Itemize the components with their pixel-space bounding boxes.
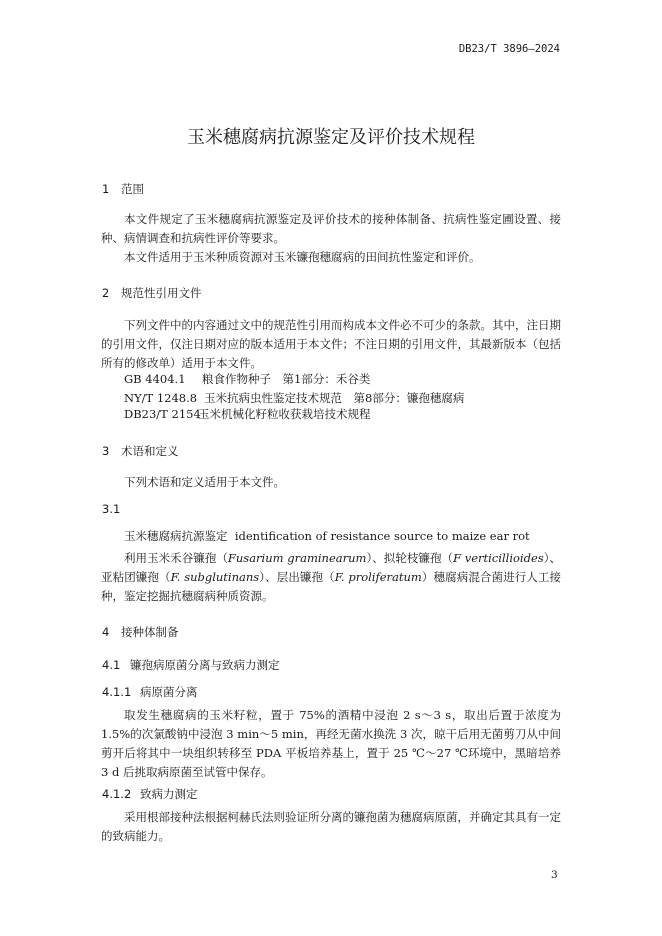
section-title: 规范性引用文件 bbox=[121, 286, 202, 300]
section-3-para-1: 下列术语和定义适用于本文件。 bbox=[124, 475, 285, 489]
definition-text: ）、拟轮枝镰孢（ bbox=[366, 551, 454, 565]
subsection-4-1-2-heading bbox=[102, 786, 198, 802]
subsection-4-1-2-para: 采用根部接种法根据柯赫氏法则验证所分离的镰孢菌为穗腐病原菌，并确定其具有一定的致病能力。 bbox=[101, 810, 561, 843]
section-title: 术语和定义 bbox=[121, 444, 179, 458]
section-number: 3 bbox=[102, 444, 110, 458]
subsection-4-1-heading bbox=[102, 657, 280, 673]
section-number: 4.1 bbox=[102, 658, 121, 672]
section-1-para-1: 本文件规定了玉米穗腐病抗源鉴定及评价技术的接种体制备、抗病性鉴定圃设置、接种、病情调查和抗病性评价等要求。 bbox=[101, 212, 561, 245]
species-name: F verticillioides bbox=[453, 551, 544, 565]
section-number: 4.1.1 bbox=[102, 685, 132, 699]
section-1-heading bbox=[102, 181, 144, 197]
document-title: 玉米穗腐病抗源鉴定及评价技术规程 bbox=[187, 127, 475, 148]
section-number: 4 bbox=[102, 625, 110, 639]
section-number: 2 bbox=[102, 286, 110, 300]
reference-code: NY/T 1248.8 bbox=[124, 391, 198, 405]
section-title: 范围 bbox=[121, 182, 144, 196]
reference-item bbox=[124, 390, 464, 406]
section-1-para-2: 本文件适用于玉米种质资源对玉米镰孢穗腐病的田间抗性鉴定和评价。 bbox=[124, 250, 481, 264]
section-2-para-1: 下列文件中的内容通过文中的规范性引用而构成本文件必不可少的条款。其中，注日期的引用文件，仅注日期对应的版本适用于本文件；不注日期的引用文件，其最新版本（包括所有的修改单）适用于本文件。 bbox=[101, 318, 561, 370]
subsection-4-1-1-heading bbox=[102, 684, 198, 700]
section-4-heading bbox=[102, 624, 179, 640]
definition-text: 利用玉米禾谷镰孢（ bbox=[124, 551, 228, 565]
page-number: 3 bbox=[551, 869, 558, 881]
reference-item bbox=[124, 406, 371, 422]
species-name: F. subglutinans bbox=[170, 570, 260, 584]
reference-code: DB23/T 2154 bbox=[124, 407, 201, 421]
definition-text: ）、亚粘团镰孢（ bbox=[101, 551, 562, 584]
section-title: 接种体制备 bbox=[121, 625, 179, 639]
definition-text: ）、层出镰孢（ bbox=[259, 570, 335, 584]
section-number: 1 bbox=[102, 182, 110, 196]
section-title: 致病力测定 bbox=[140, 787, 198, 801]
standard-number: DB23/T 3896—2024 bbox=[458, 43, 560, 55]
definition-text: ）穗腐病混合菌进行人工接种，鉴定挖掘抗穗腐病种质资源。 bbox=[101, 570, 562, 603]
subsection-4-1-1-para: 取发生穗腐病的玉米籽粒，置于 75%的酒精中浸泡 2 s～3 s，取出后置于浓度为 1.5%的次氯酸钠中浸泡 3 min～5 min，再经无菌水换洗 3 次，晾干后用无菌剪刀从中间剪开后将其中一块组织转移至 PDA 平板培养基上，置于 25 ℃～27 ℃环境中，黑暗培养 3 d 后挑取病原菌至试管中保存。 bbox=[101, 708, 561, 779]
reference-title: 玉米机械化籽粒收获栽培技术规程 bbox=[198, 407, 371, 421]
term-english: identification of resistance source to maize ear rot bbox=[234, 529, 530, 543]
section-2-heading bbox=[102, 285, 202, 301]
term-definition bbox=[101, 549, 561, 606]
species-name: Fusarium graminearum bbox=[227, 551, 367, 565]
reference-code: GB 4404.1 bbox=[124, 372, 186, 386]
species-name: F. proliferatum bbox=[334, 570, 422, 584]
section-title: 镰孢病原菌分离与致病力测定 bbox=[130, 658, 280, 672]
reference-title: 玉米抗病虫性鉴定技术规范 第8部分：镰孢穗腐病 bbox=[204, 391, 465, 405]
section-title: 病原菌分离 bbox=[140, 685, 198, 699]
reference-item bbox=[124, 371, 370, 387]
section-3-heading bbox=[102, 443, 179, 459]
term-number: 3.1 bbox=[102, 502, 121, 516]
term-chinese: 玉米穗腐病抗源鉴定 bbox=[124, 529, 228, 543]
section-number: 4.1.2 bbox=[102, 787, 132, 801]
reference-title: 粮食作物种子 第1部分：禾谷类 bbox=[202, 372, 371, 386]
term-entry bbox=[124, 528, 530, 544]
